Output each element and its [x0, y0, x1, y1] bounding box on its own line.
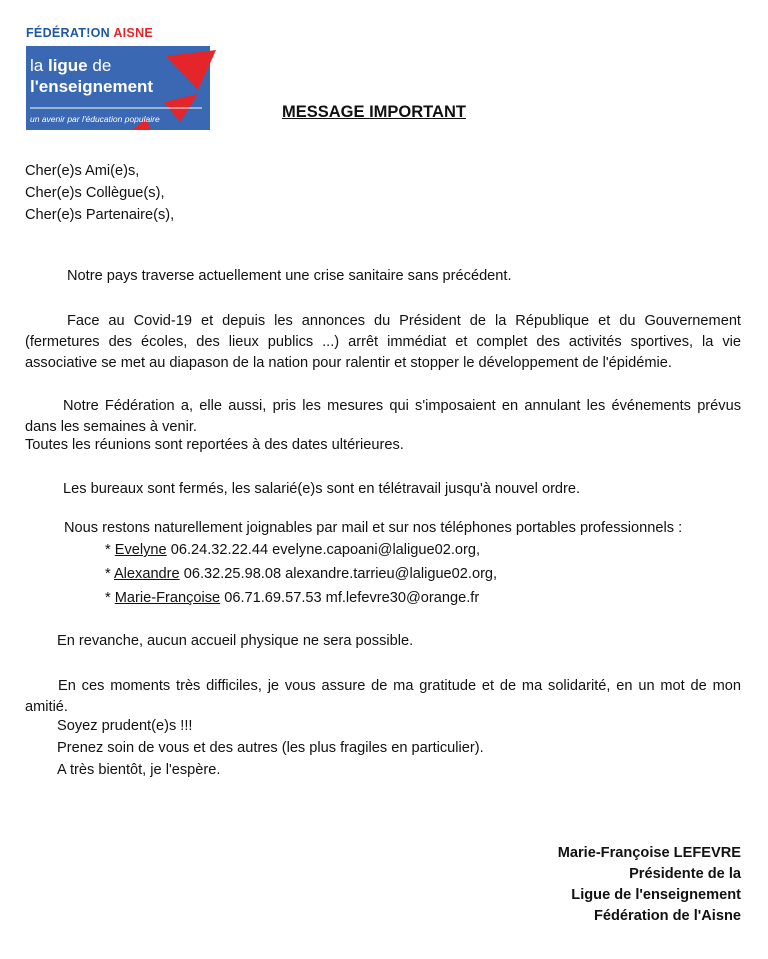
contact-name: Marie-Françoise: [114, 590, 221, 606]
federation-label: FÉDÉRAT!ON AISNE: [26, 26, 154, 40]
contact-marie-francoise: * Marie-Françoise 06.71.69.57.53 mf.lefevre30@orange.fr: [105, 590, 480, 606]
paragraph-8: Soyez prudent(e)s !!!: [57, 718, 193, 734]
paragraph-9: Prenez soin de vous et des autres (les plus fragiles en particulier).: [57, 740, 484, 756]
paragraph-3: Notre Fédération a, elle aussi, pris les mesures qui s'imposaient en annulant les événements prévus dans les semaines à venir.: [25, 398, 741, 435]
paragraph-10: A très bientôt, je l'espère.: [57, 762, 221, 778]
paragraph-1: Notre pays traverse actuellement une crise sanitaire sans précédent.: [67, 268, 512, 284]
logo-line2: l'enseignement: [30, 77, 154, 96]
paragraph-4: Les bureaux sont fermés, les salarié(e)s sont en télétravail jusqu'à nouvel ordre.: [63, 481, 581, 497]
contact-evelyne: * Evelyne 06.24.32.22.44 evelyne.capoani@laligue02.org,: [105, 542, 481, 558]
logo-line1: la ligue de: [30, 56, 112, 75]
logo-box: [26, 46, 210, 130]
greeting-2: Cher(e)s Collègue(s),: [25, 185, 165, 201]
paragraph-6: En revanche, aucun accueil physique ne sera possible.: [57, 633, 414, 649]
signature-role: Présidente de la: [629, 866, 741, 882]
greeting-3: Cher(e)s Partenaire(s),: [25, 207, 175, 223]
paragraph-3b: Toutes les réunions sont reportées à des dates ultérieures.: [25, 437, 404, 453]
signature-federation: Fédération de l'Aisne: [593, 908, 741, 924]
greeting-1: Cher(e)s Ami(e)s,: [25, 163, 140, 179]
logo-tagline: un avenir par l'éducation populaire: [30, 114, 160, 124]
signature-org: Ligue de l'enseignement: [571, 887, 741, 903]
paragraph-2: Face au Covid-19 et depuis les annonces du Président de la République et du Gouvernement (fermetures des écoles, des lieux publics ...) arrêt immédiat et complet des activités sportives, la vie associative se met au diapason de la nation pour ralentir et stopper le développement de l'épidémie.: [25, 313, 741, 371]
logo: [26, 26, 218, 130]
signature-name: Marie-Françoise LEFEVRE: [557, 845, 741, 861]
contact-name: Alexandre: [113, 566, 180, 582]
paragraph-7: En ces moments très difficiles, je vous assure de ma gratitude et de ma solidarité, en un mot de mon amitié.: [25, 678, 741, 715]
page-title: MESSAGE IMPORTANT: [282, 103, 466, 121]
contact-name: Evelyne: [114, 542, 167, 558]
contact-alexandre: * Alexandre 06.32.25.98.08 alexandre.tarrieu@laligue02.org,: [105, 566, 498, 582]
paragraph-5: Nous restons naturellement joignables par mail et sur nos téléphones portables professionnels :: [64, 520, 683, 536]
